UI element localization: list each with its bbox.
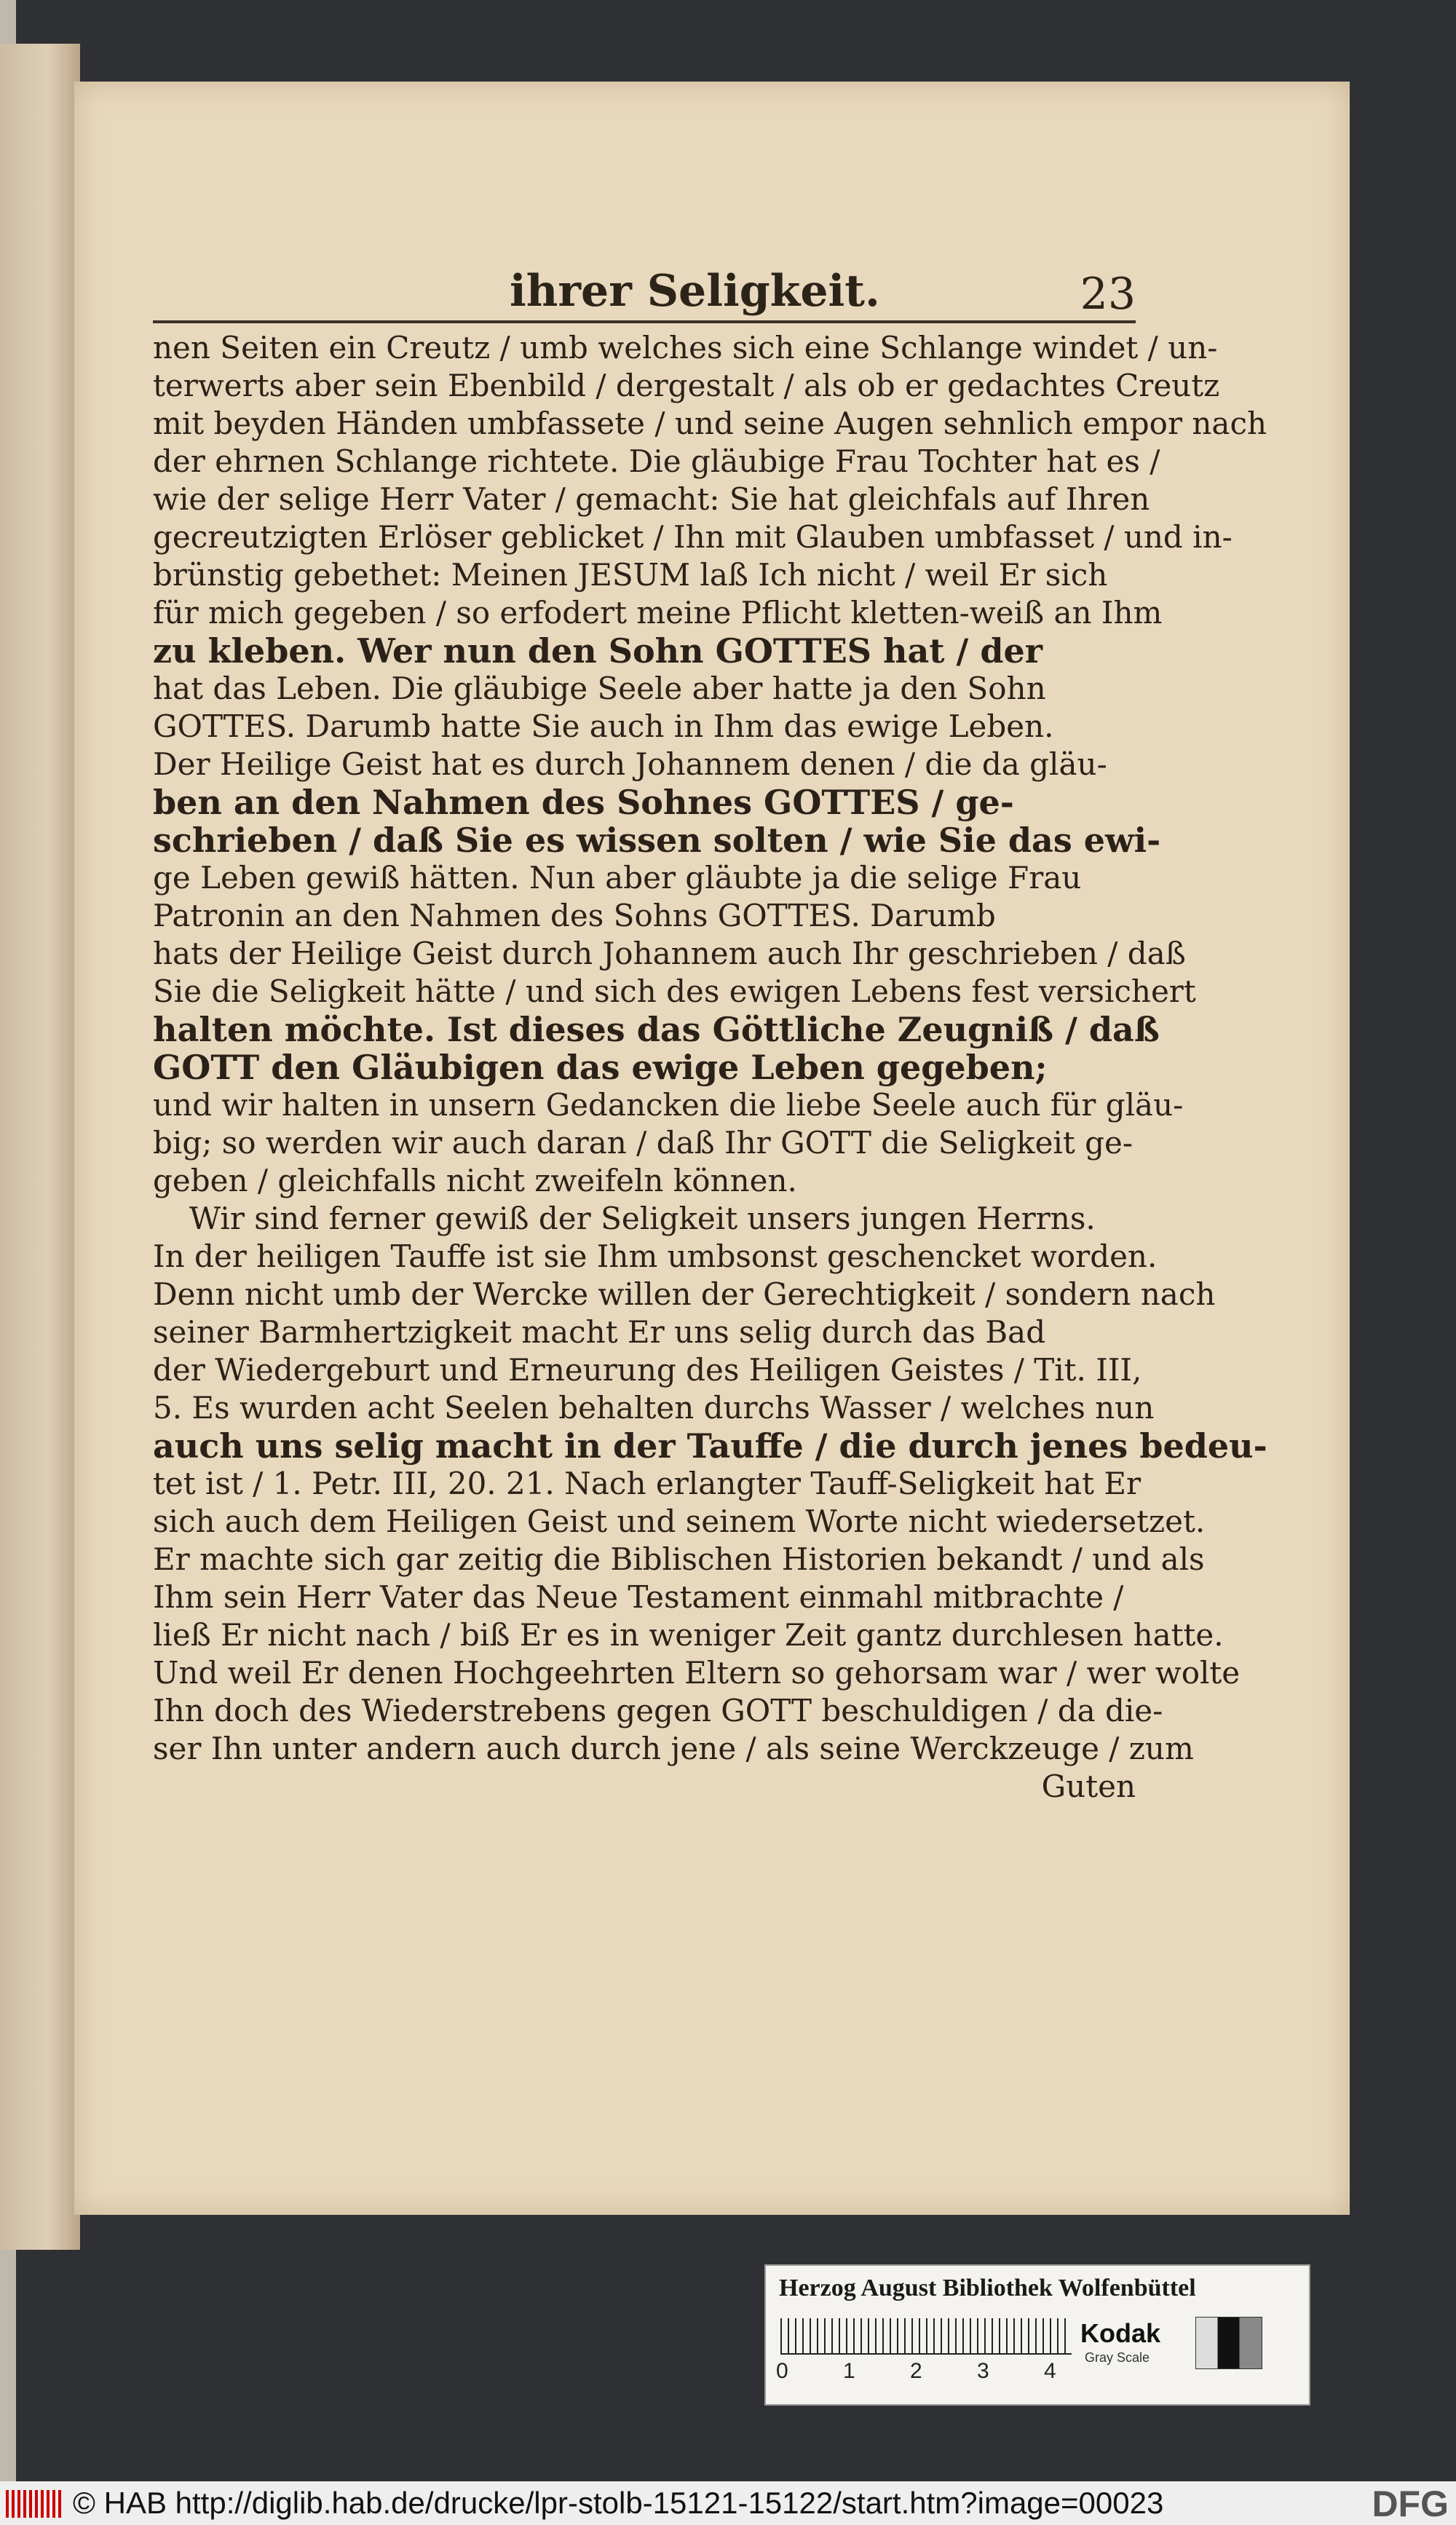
footer-url[interactable]: © HAB http://diglib.hab.de/drucke/lpr-stolb-15121-15122/start.htm?image=00023 [73, 2486, 1164, 2520]
text-line: Er machte sich gar zeitig die Biblischen Historien bekandt / und als [153, 1541, 1205, 1577]
text-line: ben an den Nahmen des Sohnes GOTTES / ge- [153, 783, 1014, 822]
text-line: GOTTES. Darumb hatte Sie auch in Ihm das ewige Leben. [153, 708, 1054, 744]
text-line: für mich gegeben / so erfodert meine Pflicht kletten-weiß an Ihm [153, 595, 1163, 631]
text-line: seiner Barmhertzigkeit macht Er uns selig durch das Bad [153, 1314, 1046, 1350]
color-target-card [764, 2264, 1310, 2406]
text-line: Wir sind ferner gewiß der Seligkeit unsers jungen Herrns. [189, 1201, 1096, 1236]
gray-scale-label: Gray Scale [1085, 2350, 1150, 2365]
page-header [153, 266, 1136, 324]
text-line: brünstig gebethet: Meinen JESUM laß Ich nicht / weil Er sich [153, 557, 1108, 593]
text-line: 5. Es wurden acht Seelen behalten durchs Wasser / welches nun [153, 1390, 1155, 1426]
text-line: mit beyden Händen umbfassete / und seine Augen sehnlich empor nach [153, 406, 1267, 441]
text-line: Ihm sein Herr Vater das Neue Testament einmahl mitbrachte / [153, 1579, 1124, 1615]
text-line: sich auch dem Heiligen Geist und seinem Worte nicht wiedersetzet. [153, 1503, 1206, 1539]
text-line: hats der Heilige Geist durch Johannem auch Ihr geschrieben / daß [153, 936, 1186, 971]
text-line: der Wiedergeburt und Erneurung des Heiligen Geistes / Tit. III, [153, 1352, 1142, 1388]
text-line: ser Ihn unter andern auch durch jene / als seine Werckzeuge / zum [153, 1731, 1194, 1766]
text-line: schrieben / daß Sie es wissen solten / wie Sie das ewi- [153, 821, 1161, 860]
header-rule [153, 320, 1136, 323]
facing-page-edge [0, 44, 80, 2250]
text-line: Ihn doch des Wiederstrebens gegen GOTT beschuldigen / da die- [153, 1693, 1163, 1728]
scale-number: 2 [910, 2359, 922, 2383]
text-line: und wir halten in unsern Gedancken die liebe Seele auch für gläu- [153, 1087, 1184, 1123]
text-line: big; so werden wir auch daran / daß Ihr GOTT die Seligkeit ge- [153, 1125, 1133, 1161]
scale-number: 0 [776, 2359, 788, 2383]
text-line: gecreutzigten Erlöser geblicket / Ihn mit Glauben umbfasset / und in- [153, 519, 1233, 555]
dfg-logo: DFG [1372, 2483, 1449, 2524]
barcode-icon [6, 2490, 64, 2518]
text-line: Und weil Er denen Hochgeehrten Eltern so gehorsam war / wer wolte [153, 1655, 1241, 1691]
library-name: Herzog August Bibliothek Wolfenbüttel [779, 2275, 1196, 2301]
text-line: Sie die Seligkeit hätte / und sich des ewigen Lebens fest versichert [153, 973, 1196, 1009]
text-line: halten möchte. Ist dieses das Göttliche Zeugniß / daß [153, 1010, 1160, 1049]
text-line: der ehrnen Schlange richtete. Die gläubige Frau Tochter hat es / [153, 443, 1160, 479]
scale-number: 3 [977, 2359, 989, 2383]
text-line: Der Heilige Geist hat es durch Johannem denen / die da gläu- [153, 746, 1107, 782]
text-line: GOTT den Gläubigen das ewige Leben gegeben; [153, 1048, 1048, 1087]
body-text [153, 329, 1267, 1804]
text-line: ließ Er nicht nach / biß Er es in weniger Zeit gantz durchlesen hatte. [153, 1617, 1224, 1653]
text-line: nen Seiten ein Creutz / umb welches sich eine Schlange windet / un- [153, 330, 1218, 365]
text-line: hat das Leben. Die gläubige Seele aber hatte ja den Sohn [153, 671, 1046, 706]
footer-bar [0, 2481, 1456, 2525]
running-title: ihrer Seligkeit. [510, 266, 880, 317]
text-line: geben / gleichfalls nicht zweifeln können. [153, 1163, 797, 1198]
text-line: wie der selige Herr Vater / gemacht: Sie hat gleichfals auf Ihren [153, 481, 1150, 517]
catchword: Guten [1041, 1769, 1136, 1804]
text-line: terwerts aber sein Ebenbild / dergestalt / als ob er gedachtes Creutz [153, 368, 1220, 403]
scale-number: 4 [1044, 2359, 1056, 2383]
text-line: In der heiligen Tauffe ist sie Ihm umbsonst geschencket worden. [153, 1238, 1158, 1274]
scale-number: 1 [843, 2359, 855, 2383]
text-line: zu kleben. Wer nun den Sohn GOTTES hat / der [153, 631, 1043, 671]
text-line: auch uns selig macht in der Tauffe / die durch jenes bedeu- [153, 1426, 1267, 1466]
page-number: 23 [1080, 269, 1136, 320]
text-line: ge Leben gewiß hätten. Nun aber gläubte ja die selige Frau [153, 860, 1082, 896]
kodak-logo: Kodak [1080, 2318, 1161, 2348]
text-line: Patronin an den Nahmen des Sohns GOTTES. Darumb [153, 898, 996, 933]
text-line: Denn nicht umb der Wercke willen der Gerechtigkeit / sondern nach [153, 1276, 1216, 1312]
scale-ruler [780, 2318, 1072, 2355]
gray-swatch [1195, 2317, 1262, 2369]
text-line: tet ist / 1. Petr. III, 20. 21. Nach erlangter Tauff-Seligkeit hat Er [153, 1466, 1142, 1501]
